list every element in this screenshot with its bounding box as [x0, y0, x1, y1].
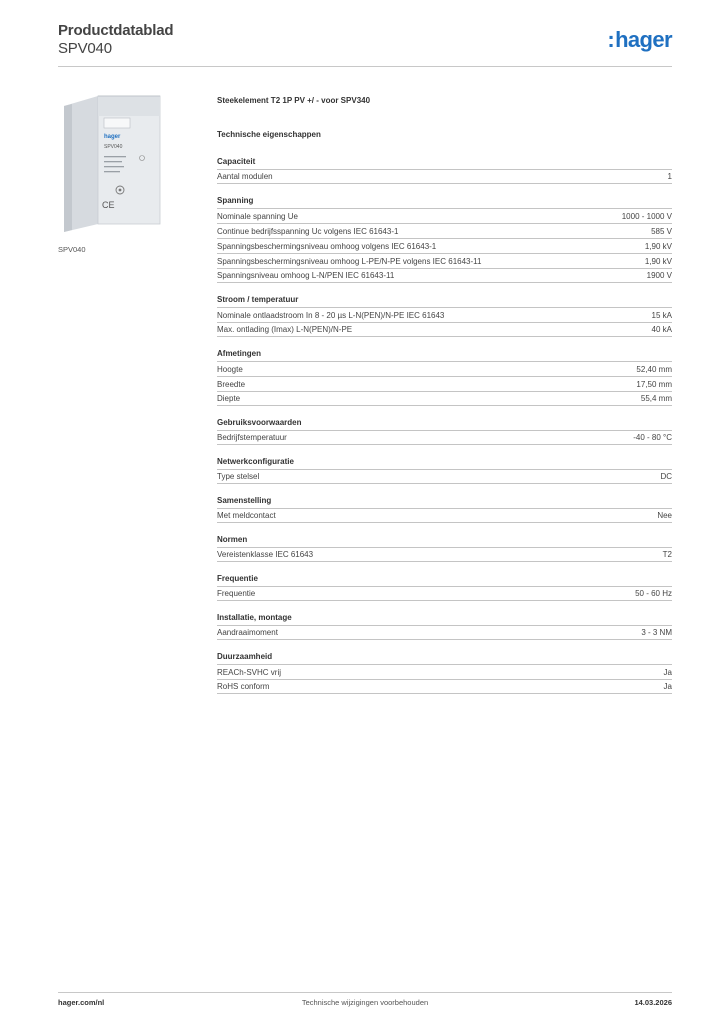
footer-disclaimer: Technische wijzigingen voorbehouden — [301, 998, 429, 1007]
spec-value: -40 - 80 °C — [633, 433, 672, 442]
spec-group — [217, 195, 672, 283]
spec-label: Aantal modulen — [217, 172, 273, 181]
spec-group — [217, 156, 672, 184]
spec-row — [217, 322, 672, 337]
spec-label: Nominale ontlaadstroom In 8 - 20 µs L-N(PEN)/N-PE IEC 61643 — [217, 310, 445, 320]
spec-label: Spanningsbeschermingsniveau omhoog volgens IEC 61643-1 — [217, 241, 437, 251]
spec-row — [217, 361, 672, 376]
spec-label: Aandraaimoment — [217, 628, 278, 637]
spec-row — [217, 625, 672, 640]
spec-group — [217, 534, 672, 562]
spec-group-title: Duurzaamheid — [217, 652, 273, 661]
page-header — [58, 22, 173, 58]
spec-value: Ja — [663, 667, 672, 677]
spec-row — [217, 391, 672, 406]
spec-label: Continue bedrijfsspanning Uc volgens IEC 61643-1 — [217, 226, 399, 236]
footer-divider — [58, 992, 672, 993]
image-caption: SPV040 — [58, 245, 86, 254]
spec-group-title: Capaciteit — [217, 157, 256, 166]
spec-label: Hoogte — [217, 364, 243, 374]
spec-row — [217, 664, 672, 679]
spec-row — [217, 253, 672, 268]
spec-value: T2 — [662, 550, 672, 559]
spec-group-title: Installatie, montage — [217, 613, 292, 622]
spec-value: 15 kA — [651, 310, 672, 320]
spec-value: DC — [660, 472, 672, 481]
product-description: Steekelement T2 1P PV +/ - voor SPV340 — [217, 96, 371, 105]
spec-row — [217, 223, 672, 238]
spec-group — [217, 456, 672, 484]
spec-row — [217, 679, 672, 694]
spec-label: Diepte — [217, 394, 241, 403]
spec-value: 1000 - 1000 V — [621, 211, 672, 221]
spec-group — [217, 573, 672, 601]
spec-row — [217, 307, 672, 322]
logo-colon-icon: : — [607, 27, 615, 52]
hager-logo — [607, 28, 672, 52]
spec-group — [217, 651, 672, 694]
page-title: Productdatablad — [58, 22, 174, 39]
spec-label: Frequentie — [217, 589, 256, 598]
spec-row — [217, 469, 672, 484]
spec-group-title: Afmetingen — [217, 349, 261, 358]
spec-value: 1 — [667, 172, 672, 181]
spec-value: Nee — [657, 511, 672, 520]
spec-label: REACh-SVHC vrij — [217, 667, 282, 677]
spec-value: 17,50 mm — [636, 379, 672, 389]
spec-group — [217, 294, 672, 337]
spec-value: 1900 V — [646, 271, 672, 280]
spec-group — [217, 612, 672, 640]
spec-label: Nominale spanning Ue — [217, 211, 298, 221]
spec-row — [217, 430, 672, 445]
spec-value: 585 V — [651, 226, 672, 236]
spec-value: Ja — [663, 682, 672, 691]
page-subtitle: SPV040 — [58, 40, 112, 57]
footer-date: 14.03.2026 — [634, 998, 672, 1007]
spec-row — [217, 208, 672, 223]
footer-website-link[interactable]: hager.com/nl — [58, 998, 105, 1007]
spec-label: Type stelsel — [217, 472, 260, 481]
spec-value: 52,40 mm — [636, 364, 672, 374]
spec-label: Max. ontlading (Imax) L-N(PEN)/N-PE — [217, 325, 353, 334]
spec-row — [217, 586, 672, 601]
spec-group-title: Netwerkconfiguratie — [217, 457, 294, 466]
module-brand-text: hager — [104, 134, 121, 140]
spec-row — [217, 508, 672, 523]
spec-row — [217, 169, 672, 184]
spec-label: Spanningsniveau omhoog L-N/PEN IEC 61643-11 — [217, 271, 395, 280]
spec-label: Vereistenklasse IEC 61643 — [217, 550, 314, 559]
spec-group-title: Gebruiksvoorwaarden — [217, 418, 302, 427]
spec-row — [217, 238, 672, 253]
spec-group-title: Spanning — [217, 196, 254, 205]
spec-value: 1,90 kV — [644, 241, 672, 251]
spec-row — [217, 268, 672, 283]
spec-group-title: Samenstelling — [217, 496, 272, 505]
spec-value: 3 - 3 NM — [641, 628, 672, 637]
spec-group — [217, 417, 672, 445]
spec-label: Breedte — [217, 379, 246, 389]
header-divider — [58, 66, 672, 67]
spec-group-title: Frequentie — [217, 574, 258, 583]
spec-value: 1,90 kV — [644, 256, 672, 266]
product-image — [58, 92, 198, 238]
section-heading: Technische eigenschappen — [217, 130, 321, 139]
spec-group-title: Stroom / temperatuur — [217, 295, 299, 304]
spec-label: Met meldcontact — [217, 511, 276, 520]
spec-label: RoHS conform — [217, 682, 270, 691]
ce-mark-icon: CE — [102, 200, 115, 210]
spec-group-title: Normen — [217, 535, 248, 544]
spec-value: 50 - 60 Hz — [635, 589, 672, 598]
spec-row — [217, 547, 672, 562]
surge-protector-module-image — [58, 92, 198, 238]
spec-group — [217, 348, 672, 406]
module-model-text: SPV040 — [104, 144, 123, 150]
spec-label: Bedrijfstemperatuur — [217, 433, 287, 442]
spec-value: 40 kA — [651, 325, 672, 334]
spec-row — [217, 376, 672, 391]
spec-groups — [217, 156, 672, 694]
page-footer — [58, 998, 672, 1010]
spec-value: 55,4 mm — [640, 394, 672, 403]
spec-group — [217, 495, 672, 523]
specifications-table — [217, 96, 672, 705]
spec-label: Spanningsbeschermingsniveau omhoog L-PE/N-PE volgens IEC 61643-11 — [217, 256, 482, 266]
logo-text: hager — [615, 27, 672, 52]
